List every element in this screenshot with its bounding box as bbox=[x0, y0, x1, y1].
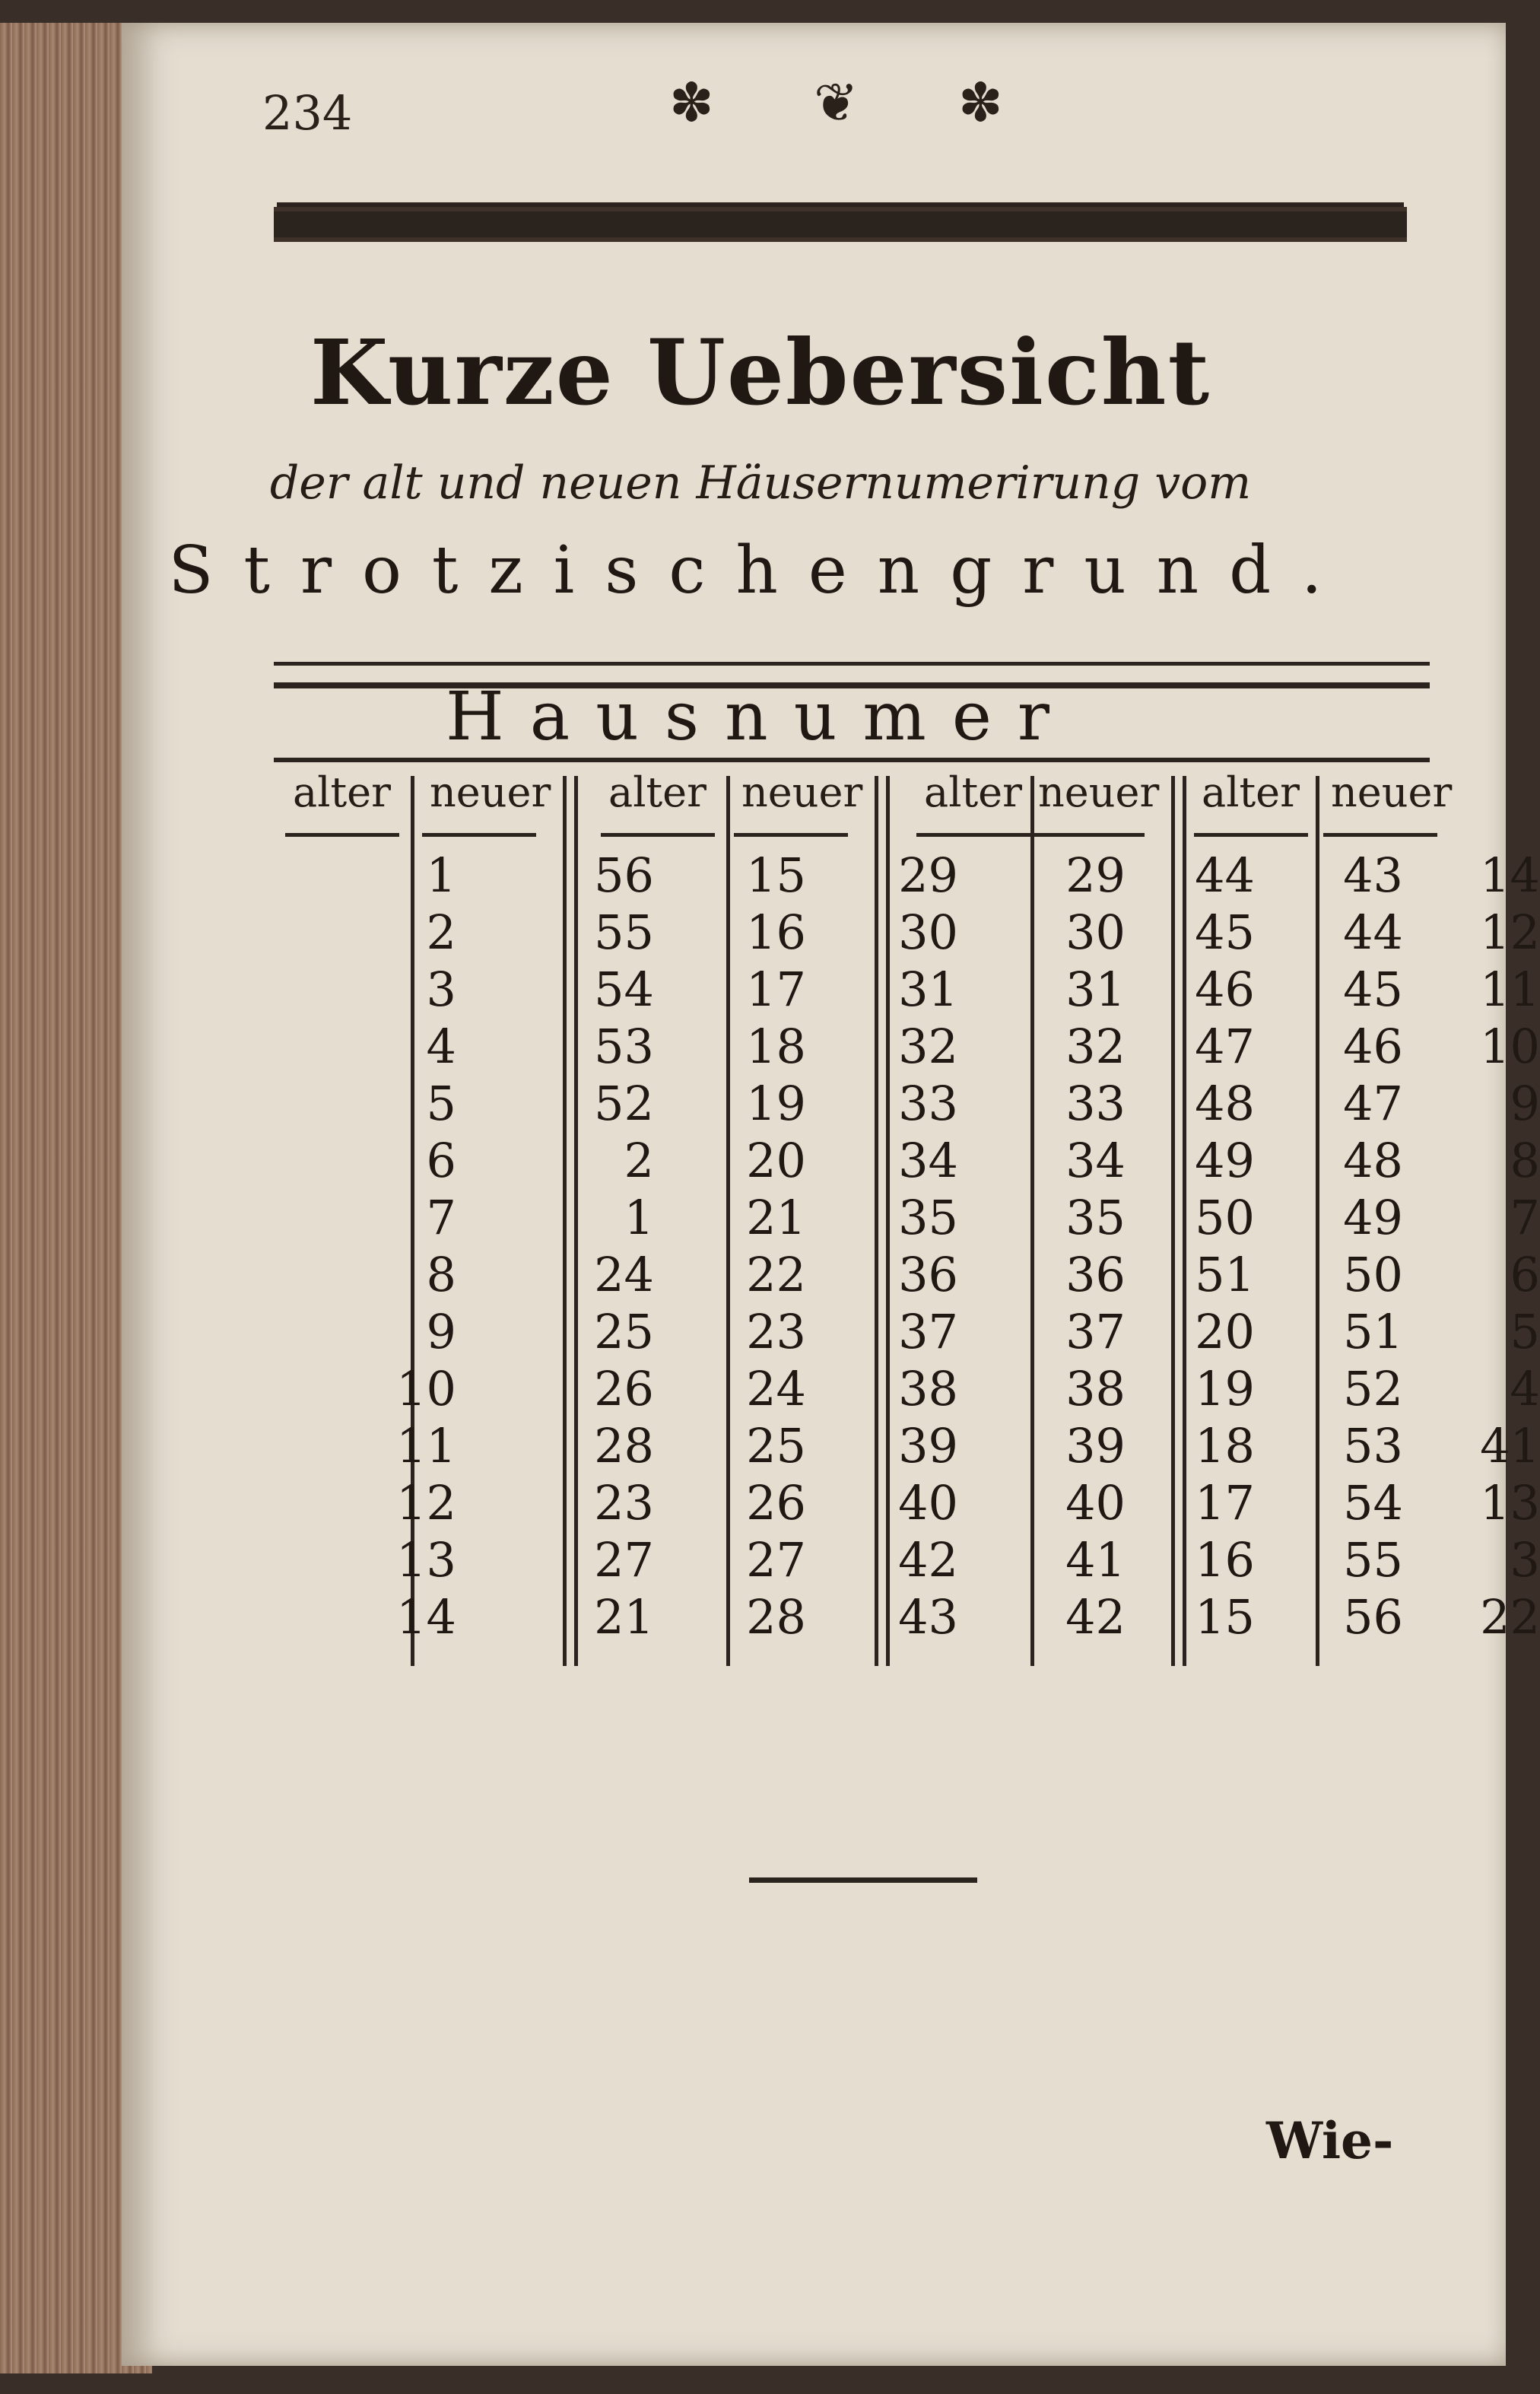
table-cell: 27 bbox=[746, 1532, 806, 1588]
table-cell: 12 bbox=[1480, 905, 1540, 960]
end-rule bbox=[749, 1877, 977, 1883]
table-cell: 40 bbox=[1065, 1475, 1126, 1531]
table-cell: 42 bbox=[898, 1532, 958, 1588]
table-cell: 16 bbox=[1195, 1532, 1255, 1588]
table-cell: 4 bbox=[426, 1019, 456, 1074]
table-cell: 24 bbox=[594, 1247, 654, 1302]
table-cell: 38 bbox=[898, 1361, 958, 1416]
table-cell: 44 bbox=[1343, 905, 1403, 960]
header-rule bbox=[274, 758, 1430, 762]
table-cell: 13 bbox=[396, 1532, 456, 1588]
page-title: Kurze Uebersicht bbox=[310, 320, 1211, 425]
table-cell: 43 bbox=[898, 1589, 958, 1645]
table-cell: 37 bbox=[898, 1304, 958, 1359]
table-cell: 45 bbox=[1195, 905, 1255, 960]
table-cell: 31 bbox=[898, 962, 958, 1017]
table-cell: 10 bbox=[1480, 1019, 1540, 1074]
table-cell: 4 bbox=[1510, 1361, 1540, 1416]
table-cell: 7 bbox=[1510, 1190, 1540, 1245]
column-header-6: neuer bbox=[1038, 768, 1160, 816]
table-cell: 53 bbox=[594, 1019, 654, 1074]
table-cell: 33 bbox=[898, 1076, 958, 1131]
table-cell: 15 bbox=[746, 847, 806, 903]
table-cell: 17 bbox=[746, 962, 806, 1017]
table-cell: 52 bbox=[1343, 1361, 1403, 1416]
table-cell: 23 bbox=[746, 1304, 806, 1359]
ornament-flower-left-icon: ✽ bbox=[669, 72, 714, 134]
table-cell: 48 bbox=[1343, 1133, 1403, 1188]
table-cell: 36 bbox=[898, 1247, 958, 1302]
table-cell: 45 bbox=[1343, 962, 1403, 1017]
table-cell: 30 bbox=[898, 905, 958, 960]
table-cell: 1 bbox=[624, 1190, 654, 1245]
table-cell: 24 bbox=[746, 1361, 806, 1416]
table-cell: 30 bbox=[1065, 905, 1126, 960]
table-cell: 13 bbox=[1480, 1475, 1540, 1531]
table-cell: 39 bbox=[1065, 1418, 1126, 1474]
column-header-underline bbox=[916, 833, 1030, 837]
table-cell: 2 bbox=[624, 1133, 654, 1188]
table-cell: 7 bbox=[426, 1190, 456, 1245]
column-header-2: neuer bbox=[430, 768, 551, 816]
column-header-8: neuer bbox=[1331, 768, 1453, 816]
column-header-4: neuer bbox=[741, 768, 863, 816]
table-cell: 20 bbox=[1195, 1304, 1255, 1359]
table-cell: 44 bbox=[1195, 847, 1255, 903]
table-cell: 51 bbox=[1195, 1247, 1255, 1302]
table-cell: 31 bbox=[1065, 962, 1126, 1017]
page-subtitle: der alt und neuen Häusernumerirung vom bbox=[269, 456, 1252, 510]
table-cell: 14 bbox=[396, 1589, 456, 1645]
table-cell: 17 bbox=[1195, 1475, 1255, 1531]
table-cell: 28 bbox=[746, 1589, 806, 1645]
table-cell: 32 bbox=[1065, 1019, 1126, 1074]
table-cell: 32 bbox=[898, 1019, 958, 1074]
table-cell: 35 bbox=[1065, 1190, 1126, 1245]
table-cell: 49 bbox=[1343, 1190, 1403, 1245]
column-header-7: alter bbox=[1202, 768, 1300, 816]
table-cell: 27 bbox=[594, 1532, 654, 1588]
table-cell: 10 bbox=[396, 1361, 456, 1416]
table-cell: 50 bbox=[1343, 1247, 1403, 1302]
table-cell: 50 bbox=[1195, 1190, 1255, 1245]
table-cell: 1 bbox=[426, 847, 456, 903]
table-cell: 34 bbox=[898, 1133, 958, 1188]
table-cell: 54 bbox=[1343, 1475, 1403, 1531]
table-cell: 37 bbox=[1065, 1304, 1126, 1359]
table-cell: 34 bbox=[1065, 1133, 1126, 1188]
table-cell: 9 bbox=[1510, 1076, 1540, 1131]
table-cell: 19 bbox=[746, 1076, 806, 1131]
table-cell: 18 bbox=[1195, 1418, 1255, 1474]
table-cell: 26 bbox=[594, 1361, 654, 1416]
table-cell: 41 bbox=[1065, 1532, 1126, 1588]
table-cell: 22 bbox=[746, 1247, 806, 1302]
table-cell: 48 bbox=[1195, 1076, 1255, 1131]
ornament-flower-right-icon: ✽ bbox=[958, 72, 1003, 134]
column-header-underline bbox=[285, 833, 399, 837]
top-rule bbox=[274, 207, 1407, 242]
table-cell: 36 bbox=[1065, 1247, 1126, 1302]
table-cell: 40 bbox=[898, 1475, 958, 1531]
table-cell: 6 bbox=[1510, 1247, 1540, 1302]
table-cell: 56 bbox=[594, 847, 654, 903]
table-cell: 29 bbox=[898, 847, 958, 903]
table-cell: 9 bbox=[426, 1304, 456, 1359]
table-cell: 35 bbox=[898, 1190, 958, 1245]
column-header-underline bbox=[1194, 833, 1308, 837]
column-header-5: alter bbox=[924, 768, 1022, 816]
table-cell: 51 bbox=[1343, 1304, 1403, 1359]
table-cell: 55 bbox=[594, 905, 654, 960]
table-cell: 8 bbox=[1510, 1133, 1540, 1188]
table-cell: 47 bbox=[1343, 1076, 1403, 1131]
table-cell: 2 bbox=[426, 905, 456, 960]
table-cell: 16 bbox=[746, 905, 806, 960]
table-cell: 47 bbox=[1195, 1019, 1255, 1074]
table-cell: 25 bbox=[594, 1304, 654, 1359]
table-cell: 11 bbox=[396, 1418, 456, 1474]
table-cell: 23 bbox=[594, 1475, 654, 1531]
table-cell: 18 bbox=[746, 1019, 806, 1074]
table-cell: 28 bbox=[594, 1418, 654, 1474]
table-cell: 55 bbox=[1343, 1532, 1403, 1588]
table-cell: 3 bbox=[1510, 1532, 1540, 1588]
table-cell: 21 bbox=[746, 1190, 806, 1245]
column-header-underline bbox=[734, 833, 848, 837]
table-cell: 56 bbox=[1343, 1589, 1403, 1645]
table-cell: 33 bbox=[1065, 1076, 1126, 1131]
column-header-underline bbox=[422, 833, 536, 837]
column-header-1: alter bbox=[293, 768, 391, 816]
table-cell: 19 bbox=[1195, 1361, 1255, 1416]
table-cell: 11 bbox=[1480, 962, 1540, 1017]
table-cell: 43 bbox=[1343, 847, 1403, 903]
table-cell: 41 bbox=[1480, 1418, 1540, 1474]
table-cell: 29 bbox=[1065, 847, 1126, 903]
column-header-underline bbox=[1323, 833, 1437, 837]
table-title: Hausnumer bbox=[446, 677, 1075, 755]
column-header-underline bbox=[1030, 833, 1145, 837]
table-cell: 5 bbox=[426, 1076, 456, 1131]
table-cell: 21 bbox=[594, 1589, 654, 1645]
table-cell: 5 bbox=[1510, 1304, 1540, 1359]
table-cell: 46 bbox=[1343, 1019, 1403, 1074]
column-header-underline bbox=[601, 833, 715, 837]
table-cell: 52 bbox=[594, 1076, 654, 1131]
table-cell: 54 bbox=[594, 962, 654, 1017]
table-cell: 8 bbox=[426, 1247, 456, 1302]
table-cell: 46 bbox=[1195, 962, 1255, 1017]
table-cell: 39 bbox=[898, 1418, 958, 1474]
catchword: Wie- bbox=[1266, 2111, 1394, 2170]
table-cell: 15 bbox=[1195, 1589, 1255, 1645]
column-header-3: alter bbox=[608, 768, 706, 816]
table-cell: 12 bbox=[396, 1475, 456, 1531]
table-cell: 49 bbox=[1195, 1133, 1255, 1188]
table-cell: 20 bbox=[746, 1133, 806, 1188]
table-cell: 25 bbox=[746, 1418, 806, 1474]
ornament-fleuron-center-icon: ❦ bbox=[814, 72, 859, 134]
table-cell: 26 bbox=[746, 1475, 806, 1531]
table-cell: 6 bbox=[426, 1133, 456, 1188]
table-cell: 38 bbox=[1065, 1361, 1126, 1416]
place-name: Strotzischengrund. bbox=[168, 533, 1353, 609]
page-number: 234 bbox=[262, 85, 353, 141]
table-cell: 42 bbox=[1065, 1589, 1126, 1645]
table-cell: 22 bbox=[1480, 1589, 1540, 1645]
table-cell: 3 bbox=[426, 962, 456, 1017]
table-cell: 14 bbox=[1480, 847, 1540, 903]
table-cell: 53 bbox=[1343, 1418, 1403, 1474]
